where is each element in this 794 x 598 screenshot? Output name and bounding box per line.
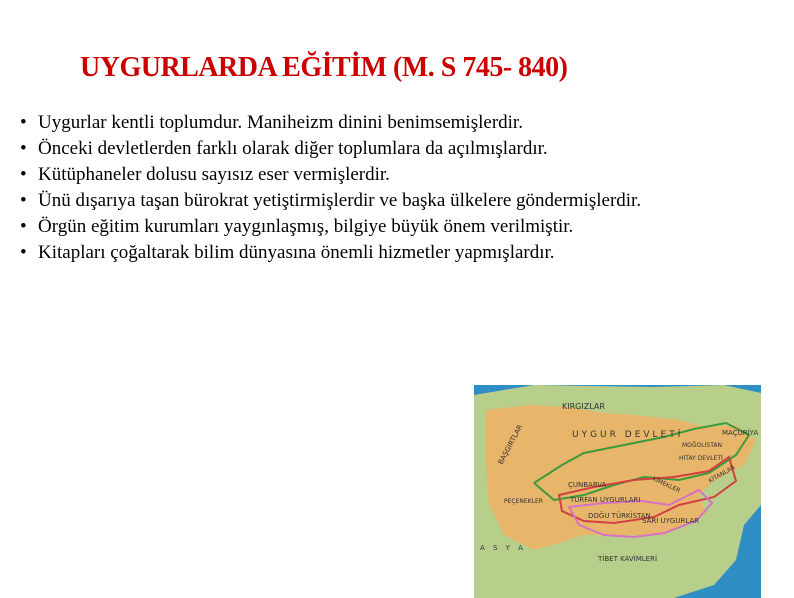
- uygur-map-image: [474, 385, 761, 598]
- map-label-uygur-devleti: UYGUR DEVLETİ: [572, 430, 684, 440]
- map-label-kitanlar: KİTANLAR: [707, 464, 737, 485]
- map-label-turfan-uygurlari: TURFAN UYGURLARI: [570, 496, 641, 504]
- bullet-item: • Ünü dışarıya taşan bürokrat yetiştirmişlerdir ve başka ülkelere göndermişlerdir.: [18, 188, 750, 214]
- map-label-dogu-turkistan: DOĞU TÜRKİSTAN: [588, 512, 651, 520]
- map-label-asya: A S Y A: [480, 544, 526, 552]
- map-label-kirgizlar: KIRGIZLAR: [562, 402, 605, 411]
- bullet-item: • Önceki devletlerden farklı olarak diğer toplumlara da açılmışlardır.: [18, 136, 750, 162]
- map-label-hitay-devleti: HİTAY DEVLETİ: [679, 455, 723, 462]
- bullet-item: • Kitapları çoğaltarak bilim dünyasına önemli hizmetler yapmışlardır.: [18, 240, 750, 266]
- bullet-item: • Kütüphaneler dolusu sayısız eser vermişlerdir.: [18, 162, 750, 188]
- map-label-basgirtlar: BAŞGIRTLAR: [496, 423, 525, 466]
- map-label-sari-uygurlar: SARI UYGURLAR: [642, 517, 700, 525]
- bullet-list: [18, 110, 750, 266]
- bullet-item: • Uygurlar kentli toplumdur. Maniheizm dinini benimsemişlerdir.: [18, 110, 750, 136]
- bullet-item: • Örgün eğitim kurumları yaygınlaşmış, bilgiye büyük önem verilmiştir.: [18, 214, 750, 240]
- map-label-macuriya: MAÇURİYA: [722, 429, 759, 437]
- map-label-kimekler: KİMEKLER: [651, 475, 682, 495]
- map-label-pecenekler: PEÇENEKLER: [504, 498, 543, 505]
- map-label-tibet-kavimleri: TİBET KAVİMLERİ: [598, 555, 658, 563]
- slide-title: UYGURLARDA EĞİTİM (M. S 745- 840): [80, 52, 568, 83]
- map-label-mogolistan: MOĞOLİSTAN: [682, 442, 722, 449]
- map-label-cunbarva: ÇUNBARVA: [568, 481, 607, 489]
